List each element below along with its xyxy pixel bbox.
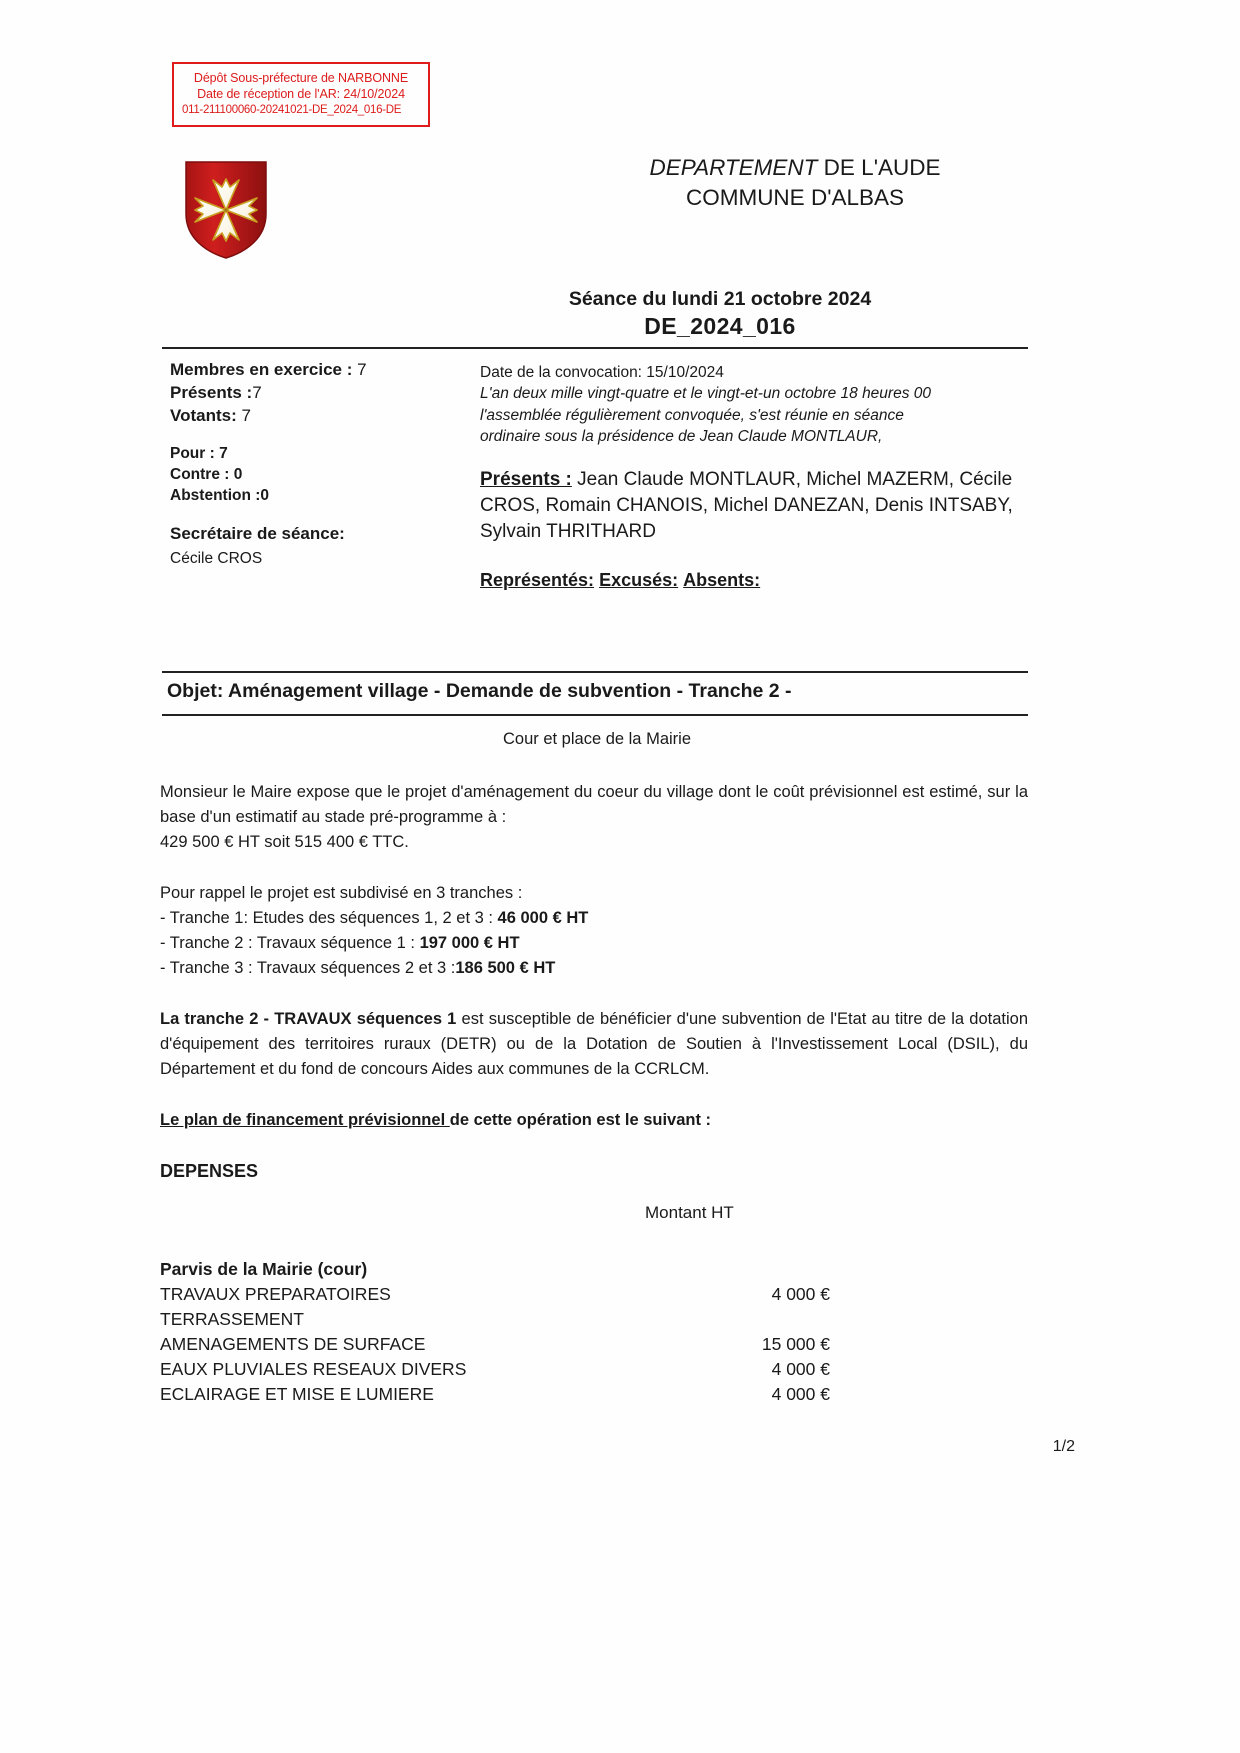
stamp-line-2: Date de réception de l'AR: 24/10/2024 (197, 87, 405, 101)
tranche-amount: 186 500 € HT (455, 959, 556, 977)
divider-objet-top (162, 671, 1028, 673)
vote-contre: Contre : 0 (170, 466, 243, 483)
secretary-block (170, 522, 470, 570)
absents-row (683, 567, 760, 593)
tranche-label: - Tranche 2 : Travaux séquence 1 : (160, 934, 420, 952)
votants-row (170, 404, 470, 427)
representes-row (480, 567, 594, 593)
depense-label: EAUX PLUVIALES RESEAUX DIVERS (160, 1359, 467, 1379)
votants-value: 7 (241, 406, 251, 425)
presents-list-names: Jean Claude MONTLAUR, Michel MAZERM, Cécile CROS, Romain CHANOIS, Michel DANEZAN, Denis INTSABY, Sylvain THRITHARD (480, 468, 1013, 542)
tranche-label: - Tranche 1: Etudes des séquences 1, 2 et 3 : (160, 909, 498, 927)
tranche-row (160, 931, 1028, 956)
excuses-label: Excusés: (599, 569, 679, 590)
tranche-row (160, 956, 1028, 981)
body-content (160, 780, 1028, 1407)
vote-pour: Pour : 7 (170, 445, 228, 462)
presents-label: Présents : (170, 383, 253, 402)
paragraph-subvention-bold: La tranche 2 - TRAVAUX séquences 1 (160, 1010, 457, 1028)
depenses-column-header: Montant HT (645, 1203, 734, 1222)
vote-results (170, 443, 470, 506)
presents-value: 7 (252, 383, 262, 402)
depenses-group-title: Parvis de la Mairie (cour) (160, 1259, 368, 1279)
presents-row (170, 381, 470, 404)
tranche-row (160, 906, 1028, 931)
seance-date: Séance du lundi 21 octobre 2024 (568, 288, 872, 310)
table-row (160, 1382, 1028, 1407)
reception-stamp (172, 62, 430, 127)
coat-of-arms-icon (182, 160, 270, 260)
divider-objet-bottom (162, 714, 1028, 716)
convocation-italic-3: ordinaire sous la présidence de Jean Claude MONTLAUR, (480, 428, 883, 445)
spacer-2 (160, 981, 1028, 1007)
plan-financement-rest: de cette opération est le suivant : (449, 1111, 712, 1129)
commune-line: COMMUNE D'ALBAS (685, 185, 905, 210)
deliberation-number: DE_2024_016 (644, 313, 796, 339)
attendance-counts (170, 358, 470, 427)
spacer-1 (160, 855, 1028, 881)
tranche-amount: 46 000 € HT (497, 909, 589, 927)
spacer-3 (160, 1082, 1028, 1108)
depense-label: TRAVAUX PREPARATOIRES (160, 1284, 391, 1304)
table-row (160, 1332, 1028, 1357)
objet-subtitle: Cour et place de la Mairie (502, 730, 691, 748)
tranche-label: - Tranche 3 : Travaux séquences 2 et 3 : (160, 959, 456, 977)
votants-label: Votants: (170, 406, 242, 425)
rappel-intro: Pour rappel le projet est subdivisé en 3 tranches : (160, 884, 523, 902)
spacer-4 (160, 1133, 1028, 1159)
table-row (160, 1357, 1028, 1382)
vote-abstention: Abstention :0 (170, 487, 270, 504)
plan-financement-underlined: Le plan de financement prévisionnel (160, 1111, 450, 1129)
table-row (160, 1282, 1028, 1307)
convocation-italic-1: L'an deux mille vingt-quatre et le vingt-et-un octobre 18 heures 00 (480, 385, 932, 402)
secretary-name: Cécile CROS (170, 550, 263, 567)
paragraph-subvention (160, 1007, 1028, 1082)
department-rest: DE L'AUDE (817, 155, 941, 180)
paragraph-subvention-rest: est susceptible de bénéficier d'une subvention de l'Etat au titre de la dotation d'équipement des territoires ruraux (DETR) ou de la Dotation de Soutien à l'Investissement Local (DSIL), du Département et du fond de concours Aides aux communes de la CCRLCM. (160, 1010, 1028, 1078)
depense-amount (650, 1307, 830, 1332)
page-number: 1/2 (1052, 1438, 1075, 1455)
header-titles (560, 153, 1030, 213)
membres-label: Membres en exercice : (170, 360, 358, 379)
depense-label: TERRASSEMENT (160, 1309, 304, 1329)
absents-label: Absents: (683, 569, 761, 590)
objet-title: Objet: Aménagement village - Demande de subvention - Tranche 2 - (167, 680, 792, 702)
table-row (160, 1307, 1028, 1332)
secretary-title: Secrétaire de séance: (170, 524, 345, 543)
depense-amount: 4 000 € (771, 1359, 830, 1379)
convocation-date: Date de la convocation: 15/10/2024 (480, 364, 724, 381)
excuses-row (599, 567, 678, 593)
convocation-italic-2: l'assemblée régulièrement convoquée, s'est réunie en séance (480, 406, 904, 424)
other-attendance (480, 567, 1020, 593)
representes-label: Représentés: (480, 569, 595, 590)
depense-amount: 4 000 € (771, 1284, 830, 1304)
depenses-heading: DEPENSES (160, 1161, 259, 1181)
plan-financement-line (160, 1108, 1028, 1133)
tranche-amount: 197 000 € HT (419, 934, 520, 952)
presents-list-label: Présents : (480, 468, 572, 490)
depense-label: ECLAIRAGE ET MISE E LUMIERE (160, 1384, 434, 1404)
membres-value: 7 (357, 360, 367, 379)
divider-top (162, 347, 1028, 349)
depense-amount: 15 000 € (761, 1334, 830, 1354)
stamp-line-1: Dépôt Sous-préfecture de NARBONNE (193, 71, 409, 85)
attendance-column (170, 358, 470, 570)
presents-list (480, 467, 1020, 545)
depense-label: AMENAGEMENTS DE SURFACE (160, 1334, 426, 1354)
spacer-5 (160, 1225, 1028, 1257)
paragraph-cost-amount: 429 500 € HT soit 515 400 € TTC. (160, 833, 409, 851)
stamp-line-3: 011-211100060-20241021-DE_2024_016-DE (182, 104, 402, 116)
convocation-column (480, 362, 1020, 593)
department-emphasis: DEPARTEMENT (649, 155, 818, 180)
department-line (560, 153, 1030, 183)
depense-amount: 4 000 € (771, 1384, 830, 1404)
membres-row (170, 358, 470, 381)
paragraph-cost: Monsieur le Maire expose que le projet d'aménagement du coeur du village dont le coût prévisionnel est estimé, sur la base d'un estimatif au stade pré-programme à : (160, 783, 1028, 826)
